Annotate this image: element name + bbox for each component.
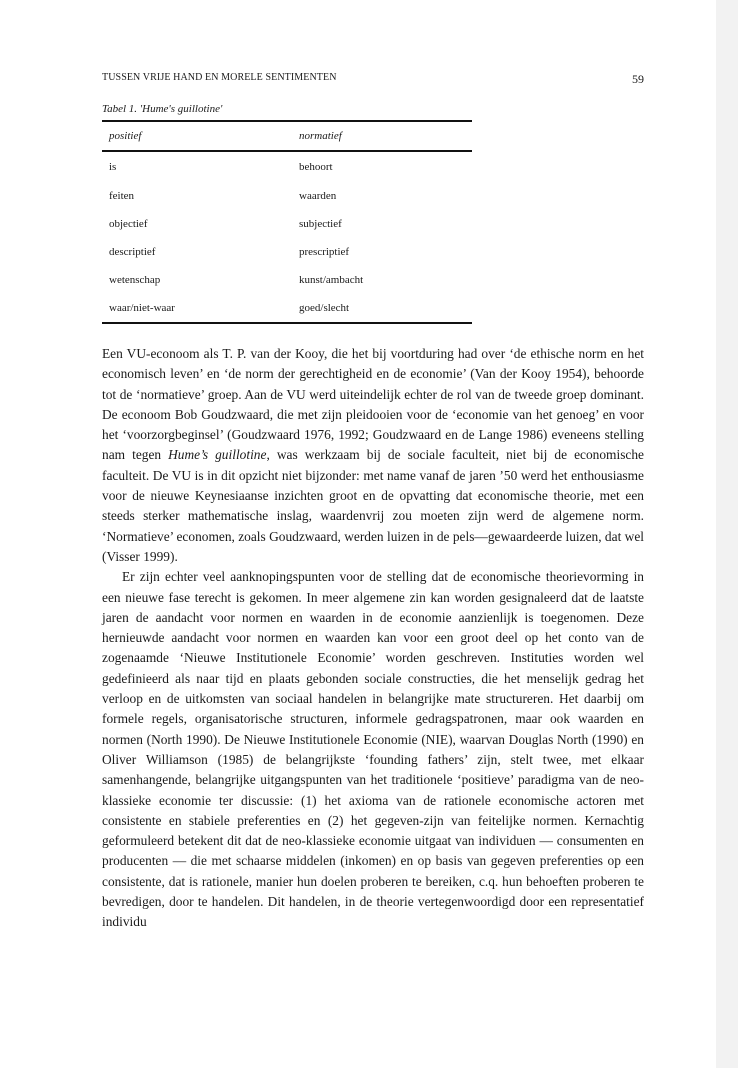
table-cell-positief: descriptief [109, 246, 156, 258]
table-cell-normatief: goed/slecht [299, 302, 350, 314]
table-header-row [102, 122, 472, 150]
running-title: TUSSEN VRIJE HAND EN MORELE SENTIMENTEN [102, 72, 337, 83]
table-row [102, 182, 472, 210]
body-text [102, 344, 644, 933]
paragraph-1 [102, 344, 644, 567]
paragraph-1-part-b: , was werkzaam bij de sociale faculteit, niet bij de economische faculteit. De VU is in dit opzicht niet bijzonder: met name vanaf de jaren ’50 werd het enthousiasme voor de nieuwe Keynesiaanse inzichten groot en de opvatting dat economische theorie, met een steeds sterker mathematische inslag, waardenvrij zou moeten zijn werd de algemene norm. ‘Normatieve’ economen, zoals Goudzwaard, werden luizen in de pels—gewaardeerde luizen, dat wel (Visser 1999). [102, 447, 644, 564]
table-row [102, 294, 472, 322]
table-row [102, 152, 472, 182]
paragraph-1-part-a: Een VU-econoom als T. P. van der Kooy, die het bij voortduring had over ‘de ethische norm en het economisch leven’ en ‘de norm der gerechtigheid en de economie’ (Van der Kooy 1954), behoorde tot de ‘normatieve’ groep. Aan de VU werd uiteindelijk echter de rol van de tweede groep dominant. De econoom Bob Goudzwaard, die met zijn pleidooien voor de ‘economie van het genoeg’ en voor het ‘voorzorgbeginsel’ (Goudzwaard 1976, 1992; Goudzwaard en de Lange 1986) eveneens stelling nam tegen [102, 346, 644, 463]
table-row [102, 238, 472, 266]
paragraph-2: Er zijn echter veel aanknopingspunten voor de stelling dat de economische theorievorming in een nieuwe fase terecht is gekomen. In meer algemene zin kan worden gesignaleerd dat de laatste jaren de aandacht voor normen en waarden in de economie aanzienlijk is toegenomen. Deze hernieuwde aandacht voor normen en waarden kan voor een groot deel op het conto van de zogenaamde ‘Nieuwe Institutionele Economie’ worden geschreven. Instituties worden wel gedefinieerd als naar tijd en plaats gebonden sociale constructies, die het menselijk gedrag het verloop en de uitkomsten van sociaal handelen in belangrijke mate structureren. Het daarbij om formele regels, organisatorische structuren, informele gedragspatronen, maar ook waarden en normen (North 1990). De Nieuwe Institutionele Economie (NIE), waarvan Douglas North (1990) en Oliver Williamson (1985) de belangrijkste ‘founding fathers’ zijn, stelt twee, met elkaar samenhangende, belangrijke uitgangspunten van het traditionele ‘positieve’ paradigma van de neo-klassieke economie ter discussie: (1) het axioma van de rationele economische actoren met consistente en stabiele preferenties en (2) het gegeven-zijn van feitelijke normen. Kernachtig geformuleerd betekent dit dat de neo-klassieke economie uitgaat van individuen — consumenten en producenten — die met schaarse middelen (inkomen) en op basis van gegeven preferenties op een consistente, dat is rationele, manier hun doelen proberen te bereiken, c.q. hun behoeften proberen te bevredigen, door te handelen. Dit handelen, in de theorie vertegenwoordigd door een representatief individu [102, 569, 644, 930]
table-cell-positief: waar/niet-waar [109, 302, 175, 314]
table-cell-normatief: kunst/ambacht [299, 274, 364, 286]
paragraph-1-emphasis: Hume’s guillotine [168, 447, 267, 463]
running-header [102, 72, 644, 92]
table-row [102, 266, 472, 294]
table-cell-positief: feiten [109, 190, 135, 202]
table-row [102, 210, 472, 238]
table-cell-positief: is [109, 161, 117, 173]
table-cell-normatief: waarden [299, 190, 337, 202]
table-cell-positief: objectief [109, 218, 148, 230]
table-bottom-rule [102, 322, 472, 324]
humes-guillotine-table [102, 120, 472, 324]
table-caption: Tabel 1. 'Hume's guillotine' [102, 103, 223, 115]
table-cell-normatief: behoort [299, 161, 333, 173]
column-header-positief: positief [109, 130, 142, 142]
table-cell-normatief: subjectief [299, 218, 342, 230]
table-cell-normatief: prescriptief [299, 246, 350, 258]
page-number: 59 [632, 72, 644, 86]
column-header-normatief: normatief [299, 130, 342, 142]
table-cell-positief: wetenschap [109, 274, 161, 286]
page-edge-shadow [716, 0, 738, 1068]
